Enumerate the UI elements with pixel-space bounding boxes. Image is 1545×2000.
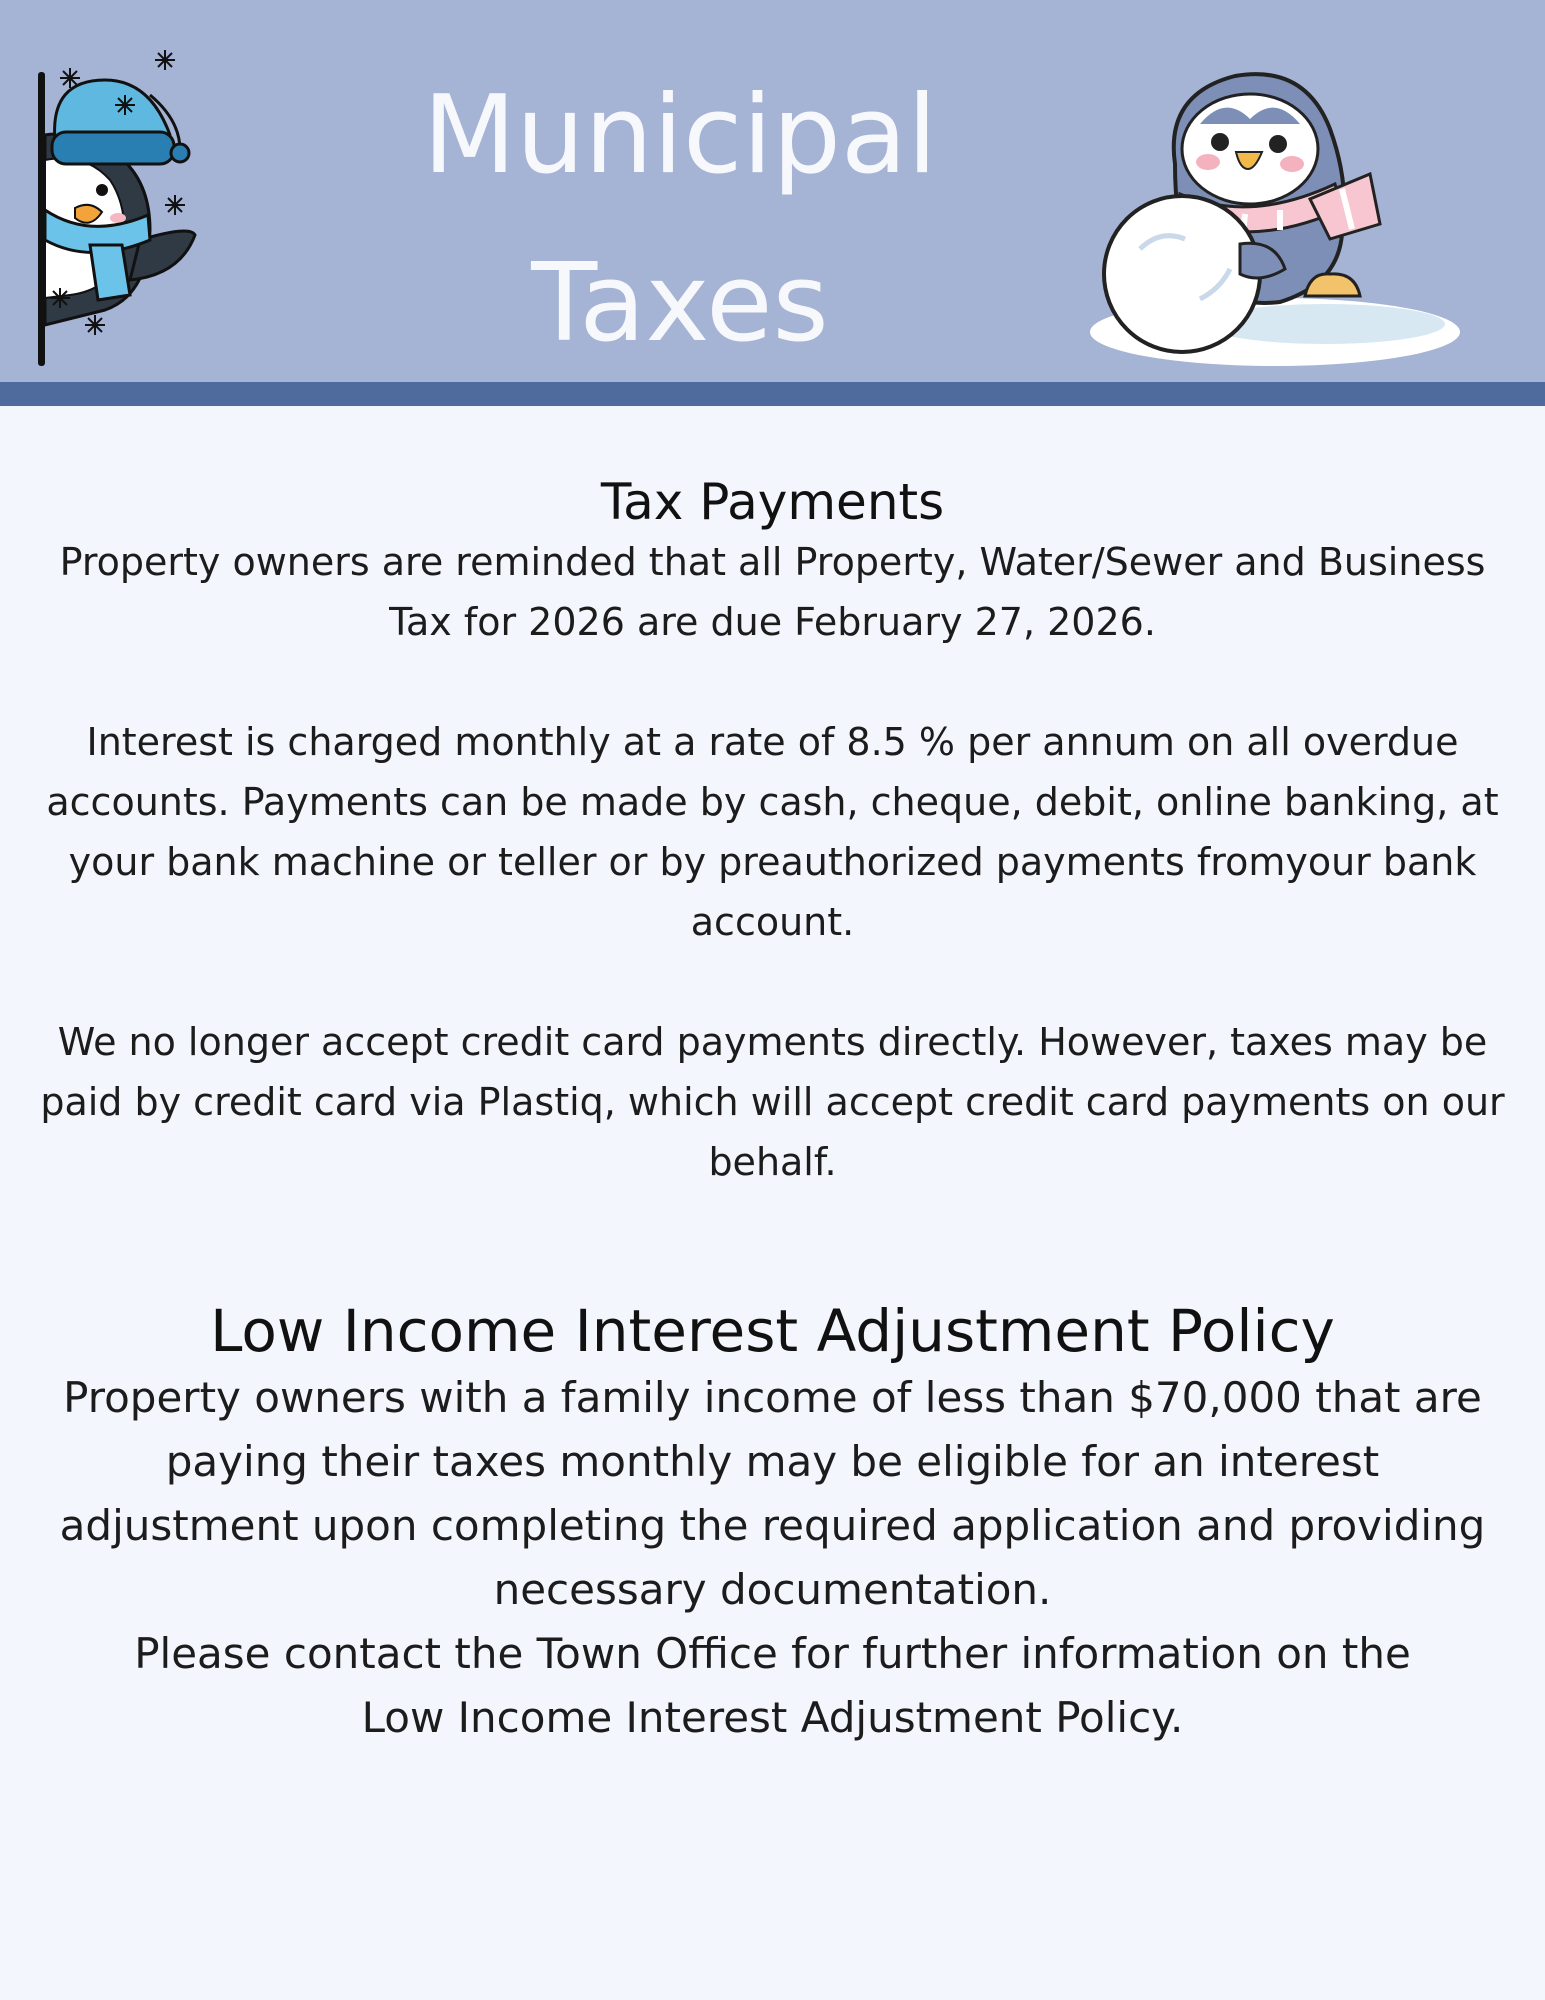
due-date-line-2: Tax for 2026 are due February 27, 2026. [389,600,1156,644]
interest-paragraph [30,712,1515,952]
low-income-line-4: necessary documentation. [493,1565,1052,1614]
penguin-with-snowball-icon [1080,34,1480,374]
due-date-paragraph [30,532,1515,652]
low-income-line-1: Property owners with a family income of less than $70,000 that are [63,1373,1482,1422]
low-income-line-2: paying their taxes monthly may be eligible for an interest [165,1437,1380,1486]
low-income-line-5: Please contact the Town Office for further information on the [134,1629,1411,1678]
interest-line-3: your bank machine or teller or by preauthorized payments fromyour bank [68,840,1477,884]
interest-line-1: Interest is charged monthly at a rate of 8.5 % per annum on all overdue [86,720,1459,764]
peeking-penguin-with-hat-icon [30,40,205,370]
title-line-1: Municipal [422,73,938,198]
interest-line-4: account. [690,900,855,944]
low-income-heading: Low Income Interest Adjustment Policy [210,1297,1335,1365]
interest-line-2: accounts. Payments can be made by cash, cheque, debit, online banking, at [46,780,1499,824]
low-income-line-6: Low Income Interest Adjustment Policy. [361,1693,1184,1742]
credit-card-line-2: paid by credit card via Plastiq, which will accept credit card payments on our [40,1080,1505,1124]
title-line-2: Taxes [531,241,829,366]
credit-card-paragraph [30,1012,1515,1192]
tax-payments-heading: Tax Payments [600,473,945,531]
page-title [380,52,980,388]
main-content [30,406,1515,1750]
credit-card-line-3: behalf. [708,1140,837,1184]
low-income-paragraph [30,1366,1515,1750]
due-date-line-1: Property owners are reminded that all Property, Water/Sewer and Business [59,540,1486,584]
credit-card-line-1: We no longer accept credit card payments directly. However, taxes may be [57,1020,1488,1064]
low-income-line-3: adjustment upon completing the required application and providing [59,1501,1486,1550]
